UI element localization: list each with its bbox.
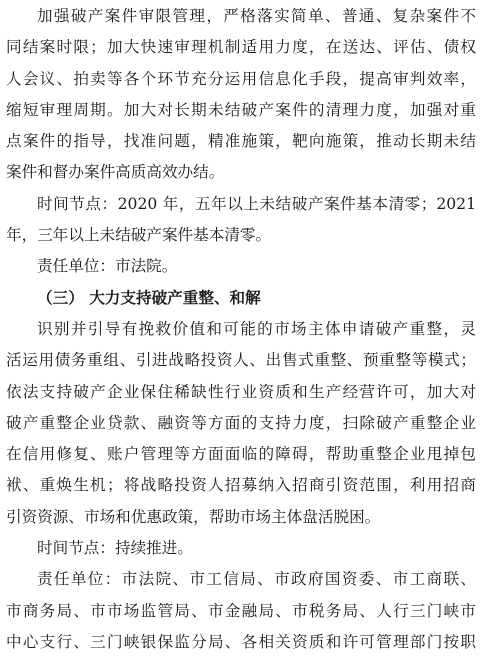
paragraph-line: 袱、重焕生机；将战略投资人招募纳入招商引资范围，利用招商 [6, 476, 476, 495]
responsible-unit-line: 责任单位：市法院、市工信局、市政府国资委、市工商联、 [37, 570, 476, 589]
paragraph-line: 识别并引导有挽救价值和可能的市场主体申请破产重整，灵 [37, 319, 476, 338]
timeline-line: 年，三年以上未结破产案件基本清零。 [6, 226, 272, 245]
section-heading: （三） 大力支持破产重整、和解 [37, 288, 261, 307]
responsible-unit-line: 市商务局、市市场监管局、市金融局、市税务局、人行三门峡市 [6, 601, 476, 620]
paragraph-line: 点案件的指导，找准问题，精准施策，靶向施策，推动长期未结 [6, 132, 476, 151]
paragraph-line: 加强破产案件审限管理，严格落实简单、普通、复杂案件不 [37, 7, 476, 25]
paragraph-line: 破产重整企业贷款、融资等方面的支持力度，扫除破产重整企业 [6, 413, 476, 432]
responsible-unit-line: 中心支行、三门峡银保监分局、各相关资质和许可管理部门按职 [6, 632, 476, 651]
paragraph-line: 引资资源、市场和优惠政策，帮助市场主体盘活脱困。 [6, 507, 381, 526]
paragraph-line: 依法支持破产企业保住稀缺性行业资质和生产经营许可，加大对 [6, 382, 476, 401]
document-page [6, 0, 476, 658]
paragraph-line: 活运用债务重组、引进战略投资人、出售式重整、预重整等模式； [6, 351, 476, 370]
paragraph-line: 在信用修复、账户管理等方面面临的障碍，帮助重整企业甩掉包 [6, 445, 476, 464]
paragraph-line: 案件和督办案件高质高效办结。 [6, 163, 225, 182]
responsible-unit: 责任单位：市法院。 [37, 257, 178, 276]
paragraph-line: 缩短审理周期。加大对长期未结破产案件的清理力度，加强对重 [6, 100, 476, 119]
paragraph-line: 人会议、拍卖等各个环节充分运用信息化手段，提高审判效率， [6, 69, 476, 88]
paragraph-line: 同结案时限；加大快速审理机制适用力度，在送达、评估、债权 [6, 38, 476, 57]
timeline-line: 时间节点：持续推进。 [37, 539, 193, 558]
timeline-line: 时间节点：2020 年，五年以上未结破产案件基本清零；2021 [37, 194, 476, 213]
